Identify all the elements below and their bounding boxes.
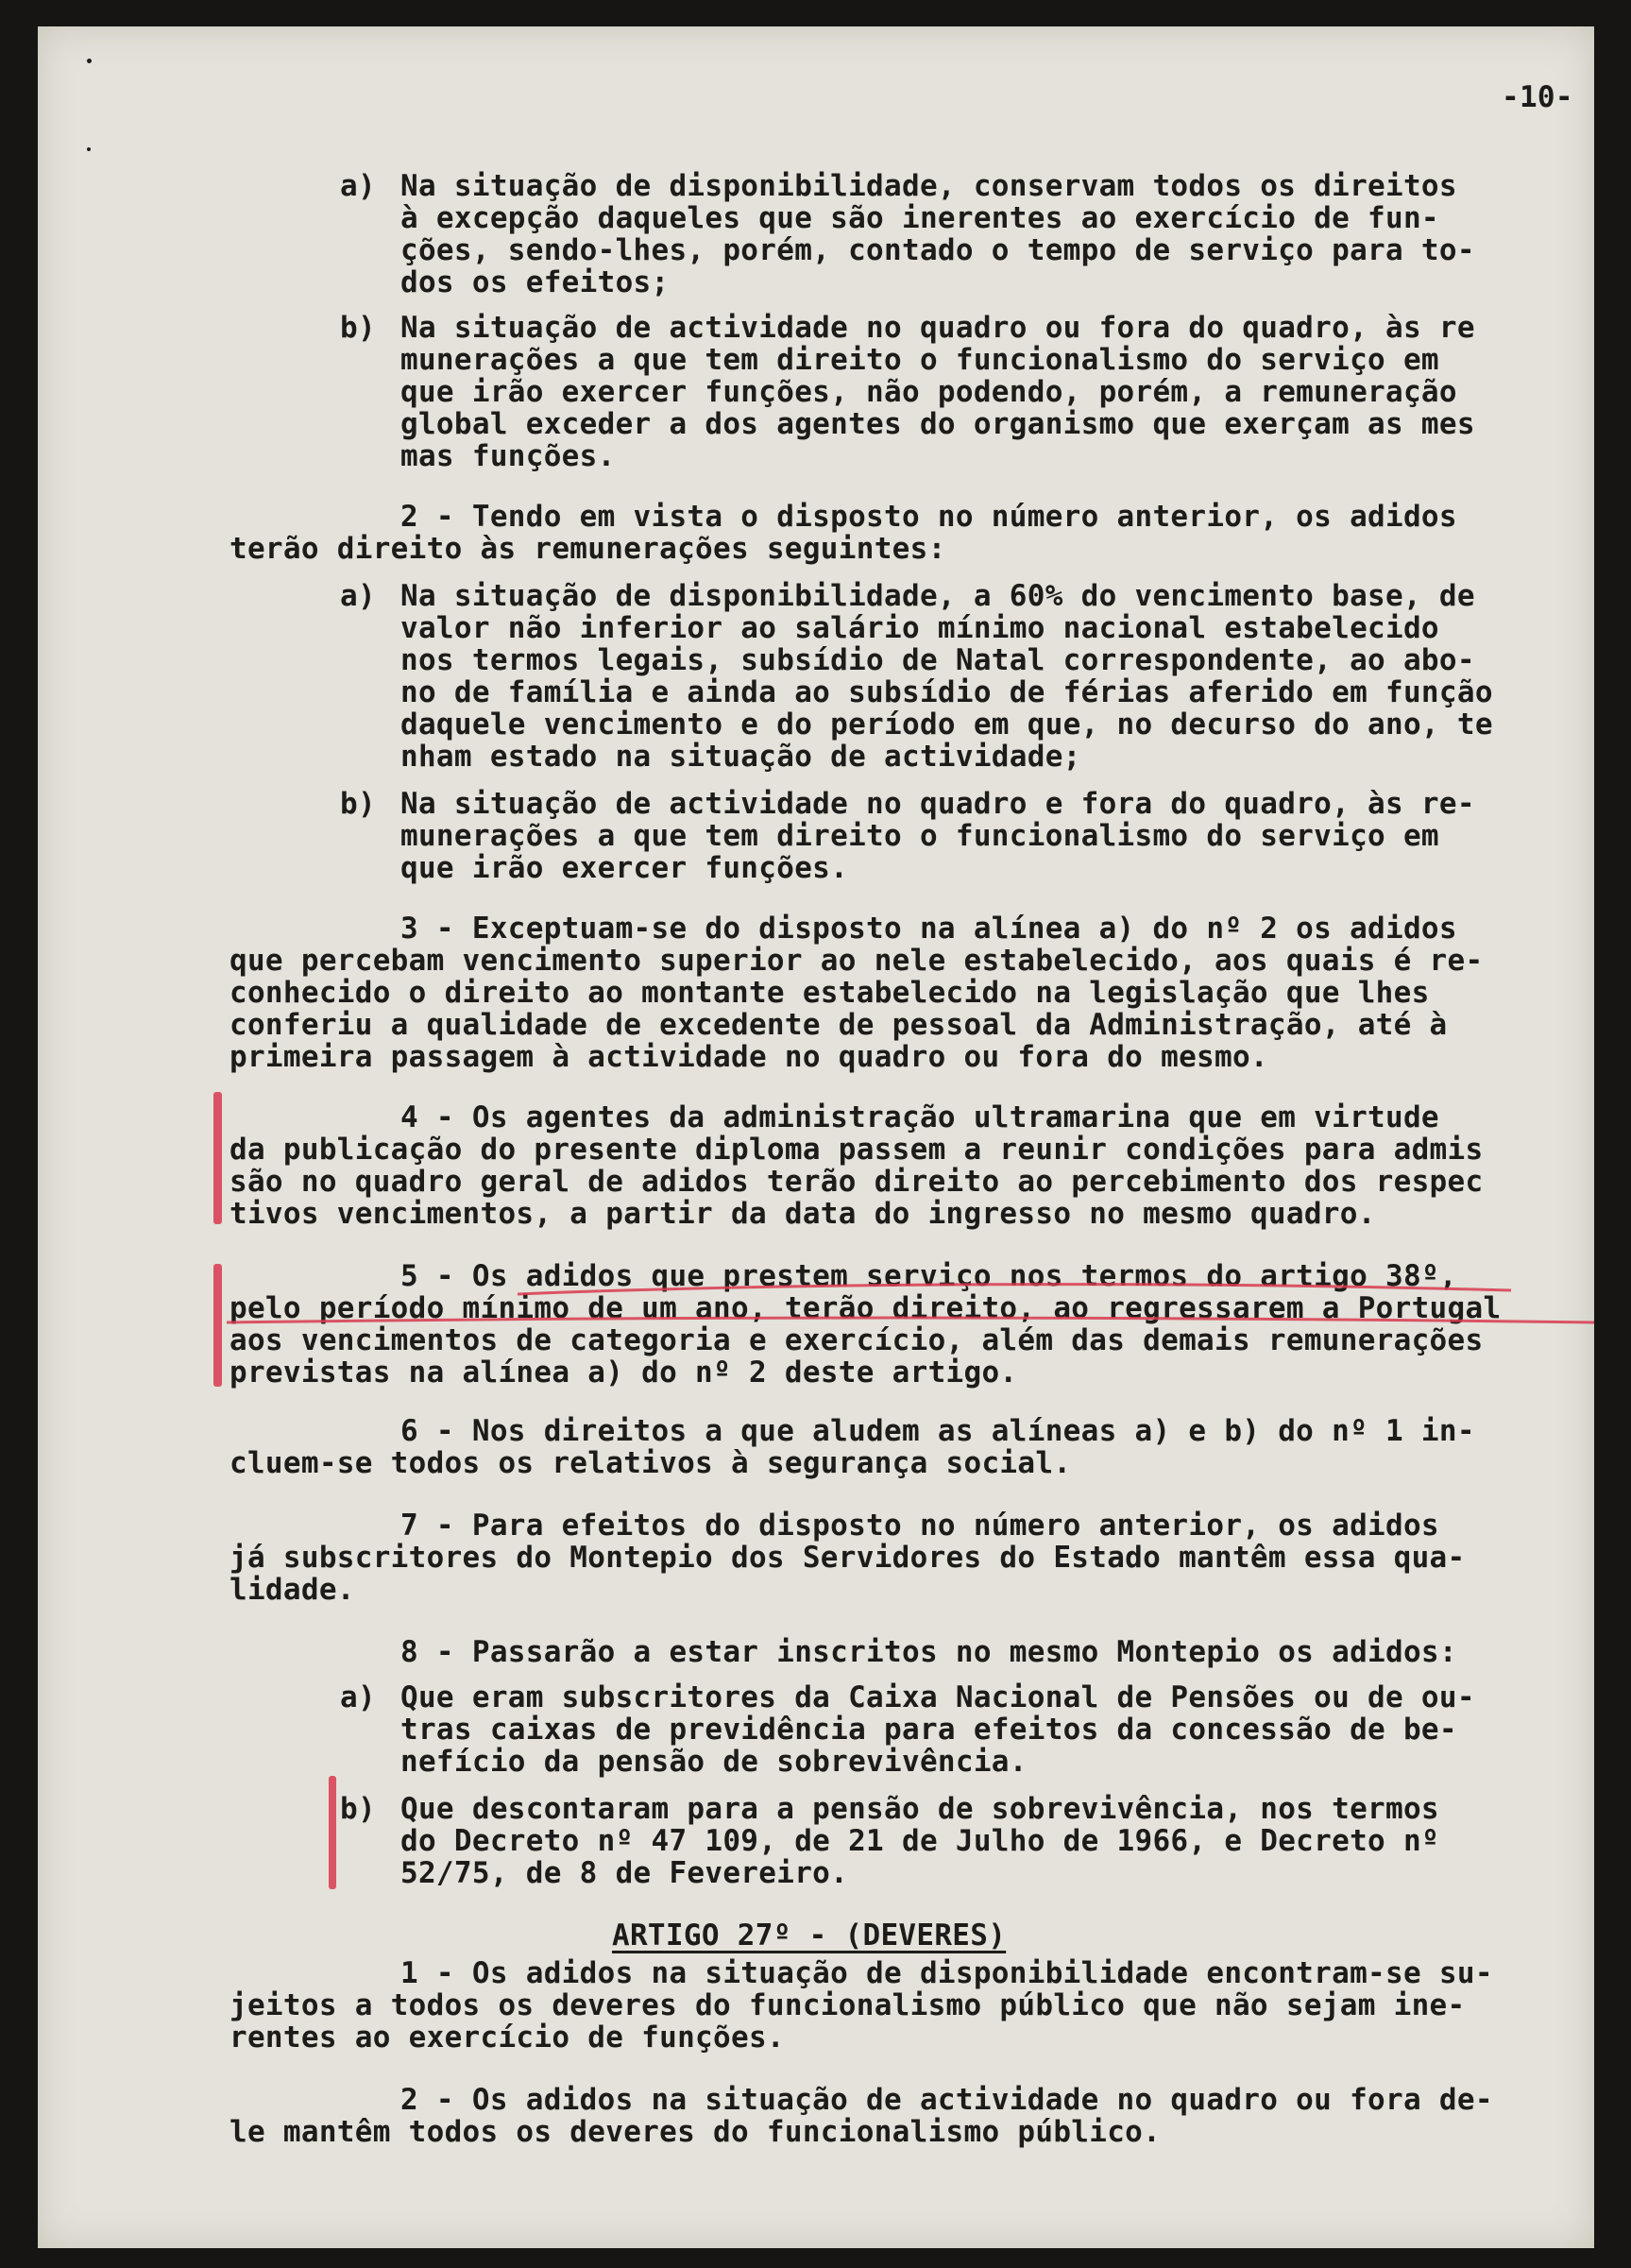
text-line: Que eram subscritores da Caixa Nacional de Pensões ou de ou-	[400, 1680, 1475, 1714]
text-line: Na situação de actividade no quadro e fora do quadro, às re-	[400, 787, 1475, 821]
paragraph-first-line: 7 - Para efeitos do disposto no número anterior, os adidos	[400, 1509, 1439, 1543]
paragraph-first-line: 3 - Exceptuam-se do disposto na alínea a) do nº 2 os adidos	[400, 912, 1457, 946]
text-line: rentes ao exercício de funções.	[229, 2021, 785, 2055]
page-number: -10-	[1502, 80, 1573, 114]
text-line: aos vencimentos de categoria e exercício, além das demais remunerações	[229, 1323, 1484, 1357]
paragraph-first-line: 5 - Os adidos que prestem serviço nos termos do artigo 38º,	[400, 1259, 1457, 1293]
text-line: tras caixas de previdência para efeitos da concessão de be-	[400, 1713, 1457, 1747]
text-line: à excepção daqueles que são inerentes ao exercício de fun-	[400, 201, 1439, 235]
text-line: pelo período mínimo de um ano, terão direito, ao regressarem a Portugal	[229, 1291, 1502, 1325]
item-label-1a: a)	[340, 169, 376, 203]
text-line: são no quadro geral de adidos terão direito ao percebimento dos respec	[229, 1165, 1484, 1199]
item-label-1b: b)	[340, 311, 376, 345]
red-margin-mark	[329, 1776, 336, 1889]
paragraph-first-line: 8 - Passarão a estar inscritos no mesmo Montepio os adidos:	[400, 1635, 1457, 1669]
text-line: primeira passagem à actividade no quadro ou fora do mesmo.	[229, 1040, 1268, 1074]
document-page	[38, 26, 1594, 2248]
text-line: cluem-se todos os relativos à segurança social.	[229, 1446, 1072, 1480]
paragraph-first-line: 4 - Os agentes da administração ultramarina que em virtude	[400, 1100, 1439, 1134]
text-line: Na situação de disponibilidade, a 60% do vencimento base, de	[400, 579, 1475, 613]
text-line: tivos vencimentos, a partir da data do ingresso no mesmo quadro.	[229, 1197, 1376, 1231]
text-line: valor não inferior ao salário mínimo nacional estabelecido	[400, 611, 1439, 645]
text-line: daquele vencimento e do período em que, no decurso do ano, te	[400, 708, 1493, 742]
text-line: terão direito às remunerações seguintes:	[229, 532, 946, 566]
text-line: ções, sendo-lhes, porém, contado o tempo de serviço para to-	[400, 233, 1475, 267]
text-line: nos termos legais, subsídio de Natal correspondente, ao abo-	[400, 643, 1475, 677]
text-line: global exceder a dos agentes do organismo que exerçam as mes	[400, 407, 1475, 441]
text-line: que irão exercer funções, não podendo, porém, a remuneração	[400, 375, 1457, 409]
article-heading: ARTIGO 27º - (DEVERES)	[612, 1918, 1007, 1953]
item-label-8b: b)	[340, 1792, 376, 1826]
paragraph-first-line: 2 - Os adidos na situação de actividade no quadro ou fora de-	[400, 2083, 1493, 2117]
text-line: jeitos a todos os deveres do funcionalismo público que não sejam ine-	[229, 1988, 1466, 2022]
text-line: dos os efeitos;	[400, 265, 670, 299]
text-line: que irão exercer funções.	[400, 851, 849, 885]
item-label-2a: a)	[340, 579, 376, 613]
text-line: já subscritores do Montepio dos Servidores do Estado mantêm essa qua-	[229, 1541, 1466, 1575]
text-line: munerações a que tem direito o funcionalismo do serviço em	[400, 343, 1439, 377]
text-line: previstas na alínea a) do nº 2 deste artigo.	[229, 1356, 1018, 1390]
text-line: conhecido o direito ao montante estabelecido na legislação que lhes	[229, 976, 1430, 1010]
paragraph-first-line: 6 - Nos direitos a que aludem as alíneas a) e b) do nº 1 in-	[400, 1414, 1475, 1448]
item-label-8a: a)	[340, 1680, 376, 1714]
text-line: no de família e ainda ao subsídio de férias aferido em função	[400, 675, 1493, 709]
text-line: 52/75, de 8 de Fevereiro.	[400, 1856, 849, 1890]
item-label-2b: b)	[340, 787, 376, 821]
text-line: munerações a que tem direito o funcionalismo do serviço em	[400, 819, 1439, 853]
paragraph-first-line: 1 - Os adidos na situação de disponibilidade encontram-se su-	[400, 1956, 1493, 1990]
paragraph-first-line: 2 - Tendo em vista o disposto no número anterior, os adidos	[400, 500, 1457, 534]
text-line: le mantêm todos os deveres do funcionalismo público.	[229, 2115, 1162, 2149]
text-line: nham estado na situação de actividade;	[400, 740, 1081, 774]
text-line: que percebam vencimento superior ao nele estabelecido, aos quais é re-	[229, 944, 1484, 978]
text-line: do Decreto nº 47 109, de 21 de Julho de 1966, e Decreto nº	[400, 1824, 1439, 1858]
text-line: Que descontaram para a pensão de sobrevivência, nos termos	[400, 1792, 1439, 1826]
red-underline	[38, 26, 1594, 2248]
text-line: lidade.	[229, 1573, 355, 1607]
text-line: Na situação de disponibilidade, conservam todos os direitos	[400, 169, 1457, 203]
text-line: nefício da pensão de sobrevivência.	[400, 1745, 1028, 1779]
text-line: Na situação de actividade no quadro ou fora do quadro, às re	[400, 311, 1475, 345]
text-line: mas funções.	[400, 439, 616, 473]
text-line: conferiu a qualidade de excedente de pessoal da Administração, até à	[229, 1008, 1448, 1042]
text-line: da publicação do presente diploma passem a reunir condições para admis	[229, 1133, 1484, 1167]
